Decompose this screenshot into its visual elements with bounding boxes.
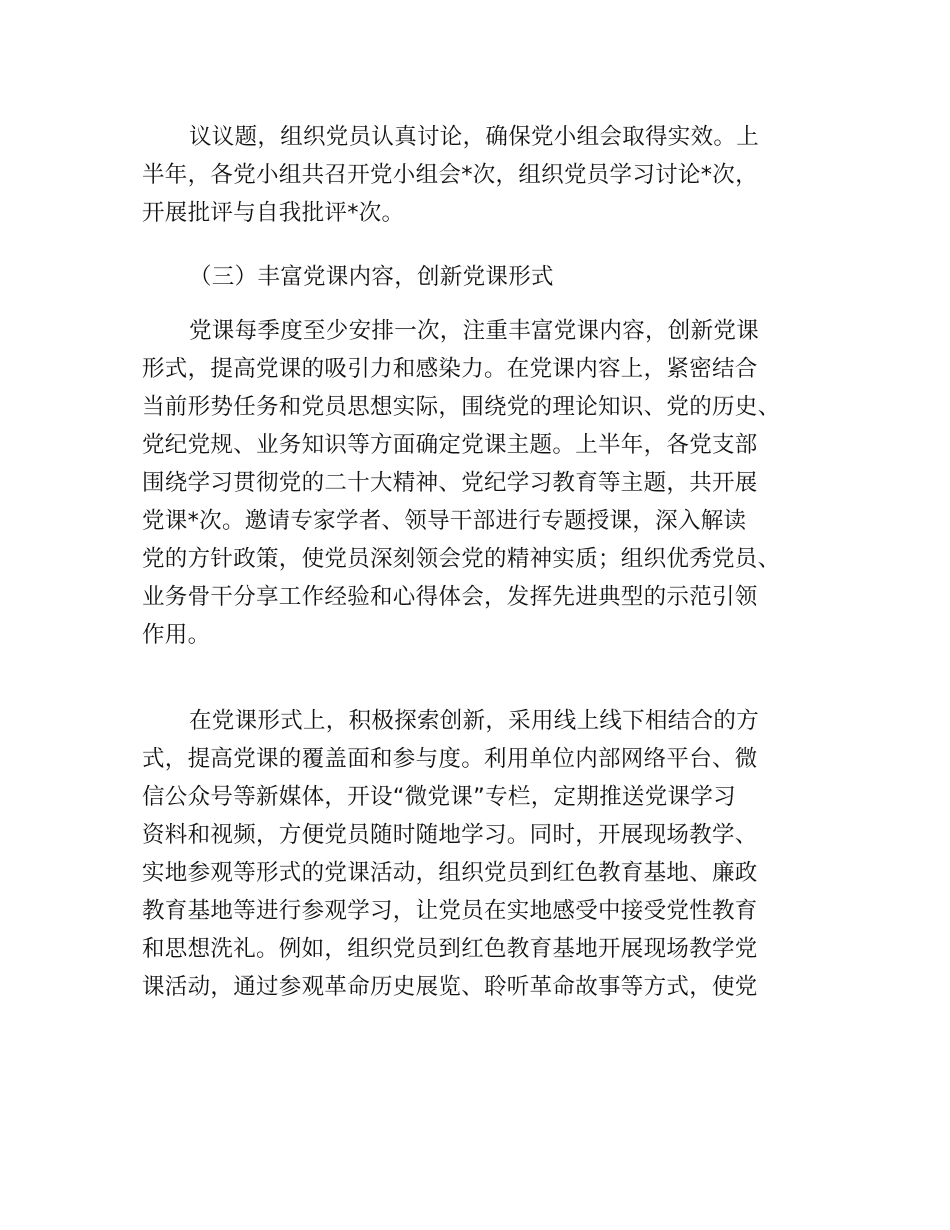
paragraph-line: 党课*次。邀请专家学者、领导干部进行专题授课，深入解读 [142,508,747,534]
paragraph-line: 作用。 [142,622,211,648]
paragraph-party-lecture-format [142,702,822,1006]
paragraph-line: 形式，提高党课的吸引力和感染力。在党课内容上，紧密结合 [142,356,758,382]
paragraph-line: 围绕学习贯彻党的二十大精神、党纪学习教育等主题，共开展 [142,470,758,496]
paragraph-line: 开展批评与自我批评*次。 [142,200,405,226]
paragraph-line: 党课每季度至少安排一次，注重丰富党课内容，创新党课 [189,318,760,344]
paragraph-line: 业务骨干分享工作经验和心得体会，发挥先进典型的示范引领 [142,584,758,610]
paragraph-line: 党纪党规、业务知识等方面确定党课主题。上半年，各党支部 [142,432,758,458]
paragraph-meeting-results [142,118,822,232]
paragraph-line: 半年，各党小组共召开党小组会*次，组织党员学习讨论*次， [142,162,758,188]
paragraph-line: 当前形势任务和党员思想实际，围绕党的理论知识、党的历史、 [142,394,781,420]
paragraph-line: 信公众号等新媒体，开设“微党课”专栏，定期推送党课学习 [142,784,736,810]
paragraph-party-lecture-content [142,312,822,654]
section-heading: （三）丰富党课内容，创新党课形式 [189,264,554,290]
paragraph-line: 资料和视频，方便党员随时随地学习。同时，开展现场教学、 [142,822,758,848]
paragraph-line: 实地参观等形式的党课活动，组织党员到红色教育基地、廉政 [142,860,758,886]
section-heading-block [142,258,822,296]
paragraph-line: 教育基地等进行参观学习，让党员在实地感受中接受党性教育 [142,898,758,924]
paragraph-line: 和思想洗礼。例如，组织党员到红色教育基地开展现场教学党 [142,936,758,962]
paragraph-line: 课活动，通过参观革命历史展览、聆听革命故事等方式，使党 [142,974,758,1000]
paragraph-line: 在党课形式上，积极探索创新，采用线上线下相结合的方 [189,708,760,734]
paragraph-line: 议议题，组织党员认真讨论，确保党小组会取得实效。上 [189,124,760,150]
paragraph-line: 党的方针政策，使党员深刻领会党的精神实质；组织优秀党员、 [142,546,781,572]
paragraph-line: 式，提高党课的覆盖面和参与度。利用单位内部网络平台、微 [142,746,758,772]
